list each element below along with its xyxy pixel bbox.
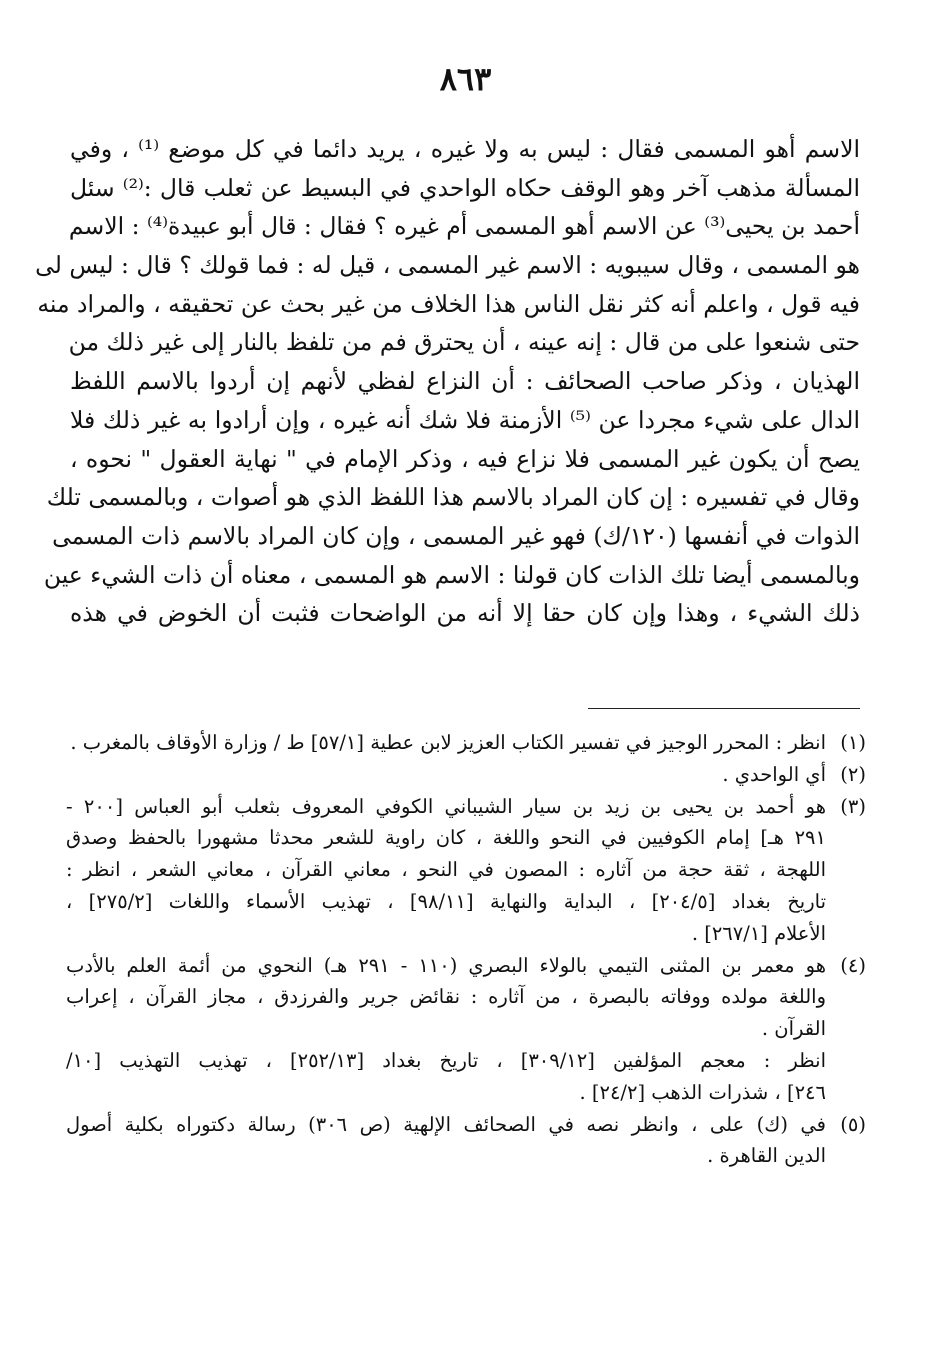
footnotes: [66, 727, 866, 1172]
footnote-number: [826, 1045, 866, 1109]
footnote-number: (٢): [840, 762, 866, 786]
text-line: فيه قول ، واعلم أنه كثر نقل الناس هذا الخلاف من غير بحث عن تحقيقه ، والمراد منه: [37, 289, 860, 318]
footnote-line: الأعلام [٢٦٧/١] .: [691, 921, 826, 945]
main-text: [35, 130, 861, 633]
footnote: [66, 759, 866, 791]
text-line: أحمد بن يحيى⁽³⁾ عن الاسم أهو المسمى أم غيره ؟ فقال : قال أبو عبيدة⁽⁴⁾ : الاسم: [68, 212, 860, 241]
footnote: [66, 1045, 866, 1109]
footnote-line: الدين القاهرة .: [707, 1144, 826, 1168]
footnote-line: ٢٩١ هـ] إمام الكوفيين في النحو واللغة ، كان راوية للشعر محدثا مشهورا بالحفظ وصدق: [66, 826, 826, 850]
footnote-number: (٥): [840, 1112, 866, 1136]
page-number: ٨٦٣: [439, 60, 492, 98]
text-line: يصح أن يكون غير المسمى فلا نزاع فيه ، وذكر الإمام في " نهاية العقول " نحوه ،: [70, 444, 860, 473]
footnote-line: اللهجة ، ثقة حجة من آثاره : المصون في النحو ، معاني القرآن ، معاني الشعر ، انظر :: [66, 858, 826, 882]
footnote-line: هو أحمد بن يحيى بن زيد بن سيار الشيباني الكوفي المعروف بثعلب أبو العباس [٢٠٠ -: [66, 794, 826, 818]
text-line: حتى شنعوا على من قال : إنه عينه ، أن يحترق فم من تلفظ بالنار إلى غير ذلك من: [68, 328, 860, 357]
footnote-line: هو معمر بن المثنى التيمي بالولاء البصري (١١٠ - ٢٩١ هـ) النحوي من أئمة العلم بالأدب: [66, 953, 826, 977]
footnote: [66, 727, 866, 759]
footnote-number: (٣): [840, 794, 866, 818]
text-line: هو المسمى ، وقال سيبويه : الاسم غير المسمى ، قيل له : فما قولك ؟ قال : ليس لى: [35, 251, 860, 280]
footnote: [66, 1109, 866, 1173]
text-line: الهذيان ، وذكر صاحب الصحائف : أن النزاع لفظي لأنهم إن أردوا بالاسم اللفظ: [70, 367, 860, 396]
footnote: [66, 950, 866, 1045]
text-line: وقال في تفسيره : إن كان المراد بالاسم هذا اللفظ الذي هو أصوات ، وبالمسمى تلك: [46, 483, 860, 512]
text-line: ذلك الشيء ، وهذا وإن كان حقا إلا أنه من الواضحات فثبت أن الخوض في هذه: [70, 599, 860, 628]
text-line: وبالمسمى أيضا تلك الذات كان قولنا : الاسم هو المسمى ، معناه أن ذات الشيء عين: [43, 560, 860, 589]
footnote: [66, 791, 866, 950]
footnote-line: انظر : المحرر الوجيز في تفسير الكتاب العزيز لابن عطية [٥٧/١] ط / وزارة الأوقاف بالمغرب .: [70, 731, 826, 754]
footnote-divider: [588, 708, 860, 709]
footnote-line: انظر : معجم المؤلفين [٣٠٩/١٢] ، تاريخ بغداد [٢٥٢/١٣] ، تهذيب التهذيب [١٠/: [66, 1048, 826, 1072]
text-line: الدال على شيء مجردا عن ⁽⁵⁾ الأزمنة فلا شك أنه غيره ، وإن أرادوا به غير ذلك فلا: [70, 405, 860, 434]
footnote-line: أي الواحدي .: [722, 762, 826, 786]
footnote-line: في (ك) على ، وانظر نصه في الصحائف الإلهية (ص ٣٠٦) رسالة دكتوراه بكلية أصول: [66, 1112, 826, 1136]
text-line: الذوات في أنفسها (١٢٠/ك) فهو غير المسمى ، وإن كان المراد بالاسم ذات المسمى: [52, 521, 860, 550]
footnote-line: واللغة مولده ووفاته بالبصرة ، من آثاره : نقائض جرير والفرزدق ، مجاز القرآن ، إعراب: [66, 985, 826, 1009]
footnote-line: ٢٤٦] ، شذرات الذهب [٢٤/٢] .: [579, 1080, 826, 1104]
footnote-number: (٤): [840, 953, 866, 977]
footnote-line: القرآن .: [761, 1017, 826, 1041]
footnote-number: (١): [840, 731, 866, 754]
text-line: الاسم أهو المسمى فقال : ليس به ولا غيره ، يريد دائما في كل موضع ⁽¹⁾ ، وفي: [70, 135, 861, 163]
footnote-line: تاريخ بغداد [٢٠٤/٥] ، البداية والنهاية [٩٨/١١] ، تهذيب الأسماء واللغات [٢٧٥/٢] ،: [66, 889, 826, 913]
text-line: المسألة مذهب آخر وهو الوقف حكاه الواحدي في البسيط عن ثعلب قال :⁽²⁾ سئل: [70, 173, 860, 202]
